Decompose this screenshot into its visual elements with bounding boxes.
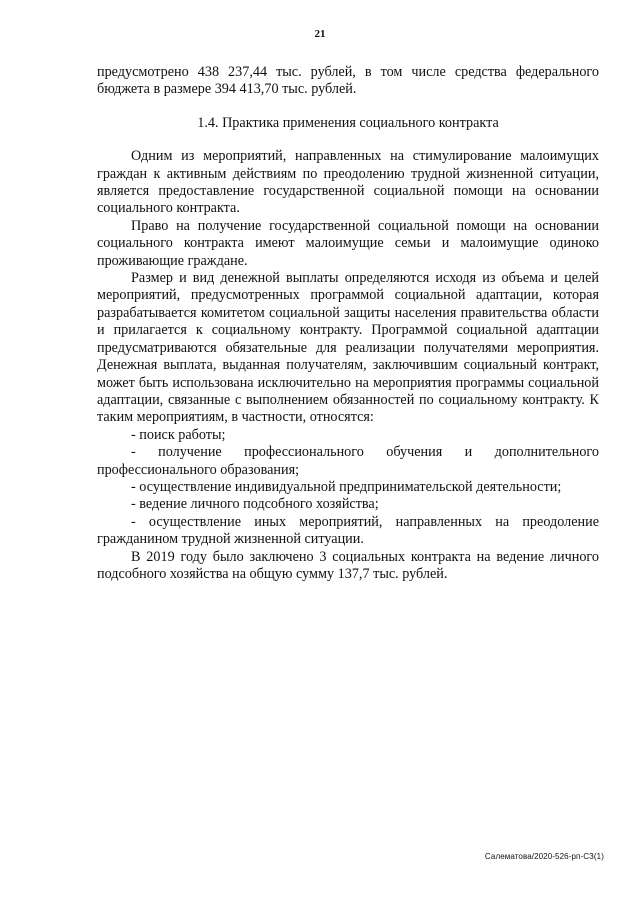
paragraph: Право на получение государственной социальной помощи на основании социального контракта имеют малоимущие семьи и малоимущие одиноко проживающие граждане.	[97, 217, 599, 269]
paragraph: Одним из мероприятий, направленных на стимулирование малоимущих граждан к активным действиям по преодолению трудной жизненной ситуации, является предоставление государственной социальной помощи на основании социального контракта.	[97, 148, 599, 217]
closing-paragraph: В 2019 году было заключено 3 социальных контракта на ведение личного подсобного хозяйства на общую сумму 137,7 тыс. рублей.	[97, 548, 599, 582]
list-item: - поиск работы;	[131, 426, 226, 443]
list-item: - осуществление индивидуальной предпринимательской деятельности;	[131, 478, 562, 495]
paragraph: Размер и вид денежной выплаты определяются исходя из объема и целей мероприятий, предусмотренных программой социальной адаптации, которая разрабатывается комитетом социальной защиты населения правительства области и прилагается к социальному контракту. Программой социальной адаптации предусматриваются обязательные для реализации получателями мероприятия. Денежная выплата, выданная получателям, заключившим социальный контракт, может быть использована исключительно на мероприятия программы социальной адаптации, связанные с выполнением обязанностей по социальному контракту. К таким мероприятиям, в частности, относятся:	[97, 270, 599, 426]
list-item: - ведение личного подсобного хозяйства;	[131, 496, 379, 513]
intro-paragraph: предусмотрено 438 237,44 тыс. рублей, в том числе средства федерального бюджета в размере 394 413,70 тыс. рублей.	[97, 64, 599, 98]
list-item: - получение профессионального обучения и дополнительного профессионального образования;	[97, 444, 599, 478]
list-item: - осуществление иных мероприятий, направленных на преодоление гражданином трудной жизненной ситуации.	[97, 513, 599, 548]
document-body	[97, 64, 599, 583]
page-number: 21	[314, 28, 326, 40]
section-heading: 1.4. Практика применения социального контракта	[197, 114, 499, 131]
footer-document-code: Салематова/2020-526-рп-СЗ(1)	[484, 852, 604, 861]
